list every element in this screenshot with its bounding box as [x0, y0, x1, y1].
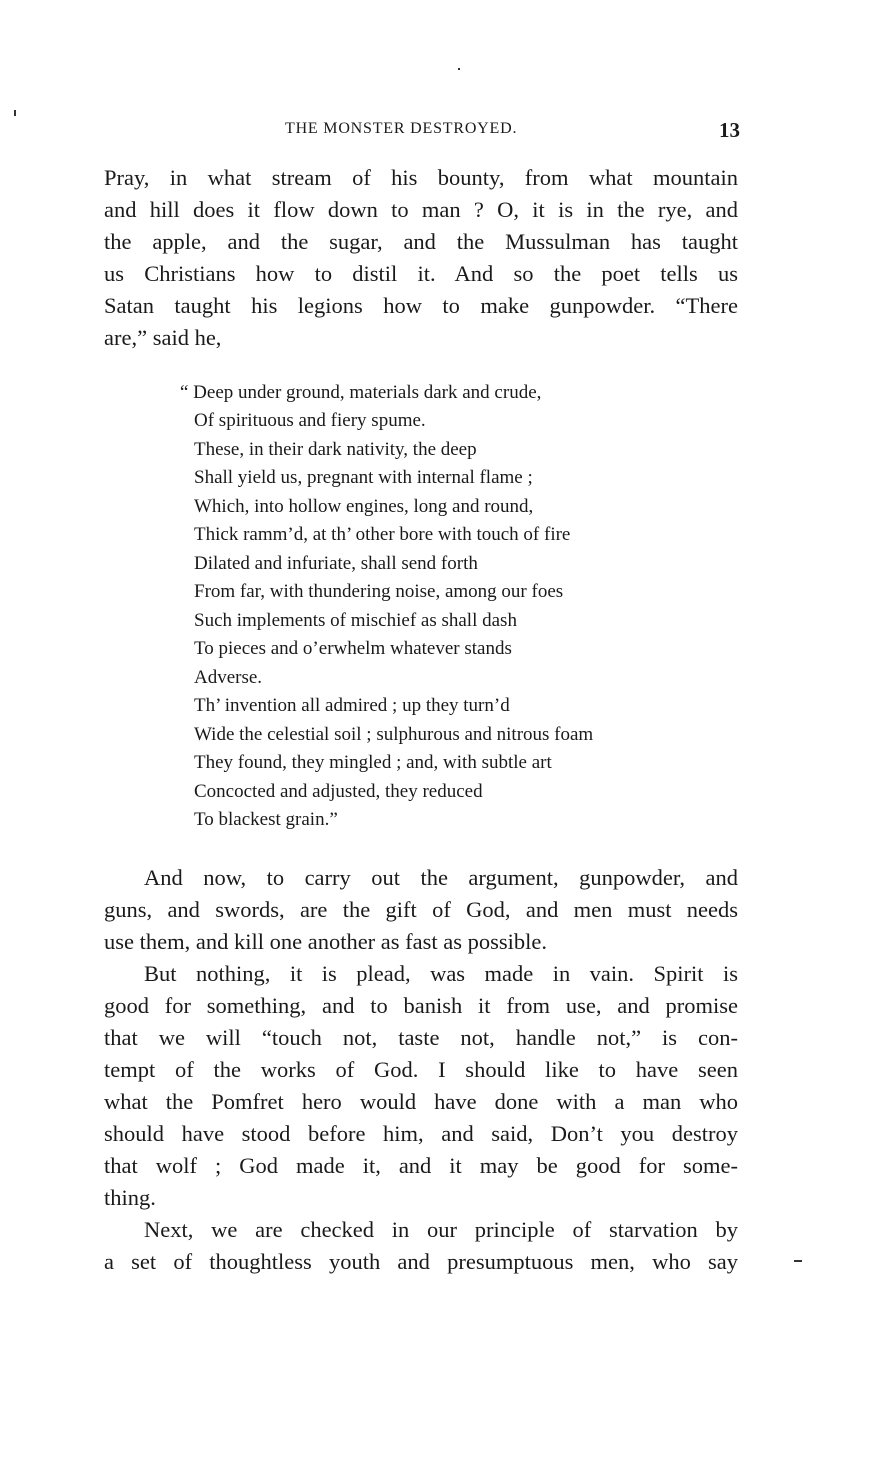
verse-line: Shall yield us, pregnant with internal flame ;: [194, 467, 533, 488]
text-line: Next, we are checked in our principle of starvation by: [144, 1217, 738, 1242]
verse-line: Concocted and adjusted, they reduced: [194, 781, 483, 802]
verse-line: They found, they mingled ; and, with subtle art: [194, 752, 552, 773]
text-line: thing.: [104, 1185, 156, 1210]
page-number: 13: [719, 118, 740, 142]
text-line: Satan taught his legions how to make gunpowder. “There: [104, 293, 738, 318]
verse-line: Adverse.: [194, 667, 263, 688]
text-line: that wolf ; God made it, and it may be good for some-: [104, 1153, 738, 1178]
text-line: that we will “touch not, taste not, handle not,” is con-: [104, 1025, 738, 1050]
verse-line: Which, into hollow engines, long and round,: [194, 496, 534, 517]
text-line: what the Pomfret hero would have done with a man who: [104, 1089, 738, 1114]
text-line: are,” said he,: [104, 325, 222, 350]
verse-line: Such implements of mischief as shall dash: [194, 610, 517, 631]
stray-mark: [794, 1260, 802, 1262]
text-line: should have stood before him, and said, Don’t you destroy: [104, 1121, 738, 1146]
text-line: tempt of the works of God. I should like to have seen: [104, 1057, 738, 1082]
text-line: use them, and kill one another as fast as possible.: [104, 929, 548, 954]
text-line: a set of thoughtless youth and presumptuous men, who say: [104, 1249, 738, 1274]
verse-line: These, in their dark nativity, the deep: [194, 439, 477, 460]
verse-line: Th’ invention all admired ; up they turn’d: [194, 695, 510, 716]
verse-line: Dilated and infuriate, shall send forth: [194, 553, 478, 574]
text-line: But nothing, it is plead, was made in vain. Spirit is: [144, 961, 738, 986]
verse-line: Of spirituous and fiery spume.: [194, 410, 426, 431]
verse-line: “ Deep under ground, materials dark and crude,: [180, 382, 542, 403]
verse-line: Wide the celestial soil ; sulphurous and nitrous foam: [194, 724, 594, 745]
running-title: THE MONSTER DESTROYED.: [285, 120, 518, 137]
text-line: and hill does it flow down to man ? O, it is in the rye, and: [104, 197, 738, 222]
text-line: the apple, and the sugar, and the Mussulman has taught: [104, 229, 738, 254]
text-line: Pray, in what stream of his bounty, from what mountain: [104, 165, 738, 190]
page-header: [104, 118, 740, 148]
stray-mark: [14, 110, 16, 116]
verse-line: To blackest grain.”: [194, 809, 338, 830]
text-line: good for something, and to banish it from use, and promise: [104, 993, 738, 1018]
text-line: And now, to carry out the argument, gunpowder, and: [144, 865, 738, 890]
stray-mark: [458, 68, 460, 70]
verse-line: From far, with thundering noise, among our foes: [194, 581, 564, 602]
verse-line: To pieces and o’erwhelm whatever stands: [194, 638, 512, 659]
text-line: guns, and swords, are the gift of God, and men must needs: [104, 897, 738, 922]
verse-line: Thick ramm’d, at th’ other bore with touch of fire: [194, 524, 571, 545]
text-line: us Christians how to distil it. And so the poet tells us: [104, 261, 738, 286]
